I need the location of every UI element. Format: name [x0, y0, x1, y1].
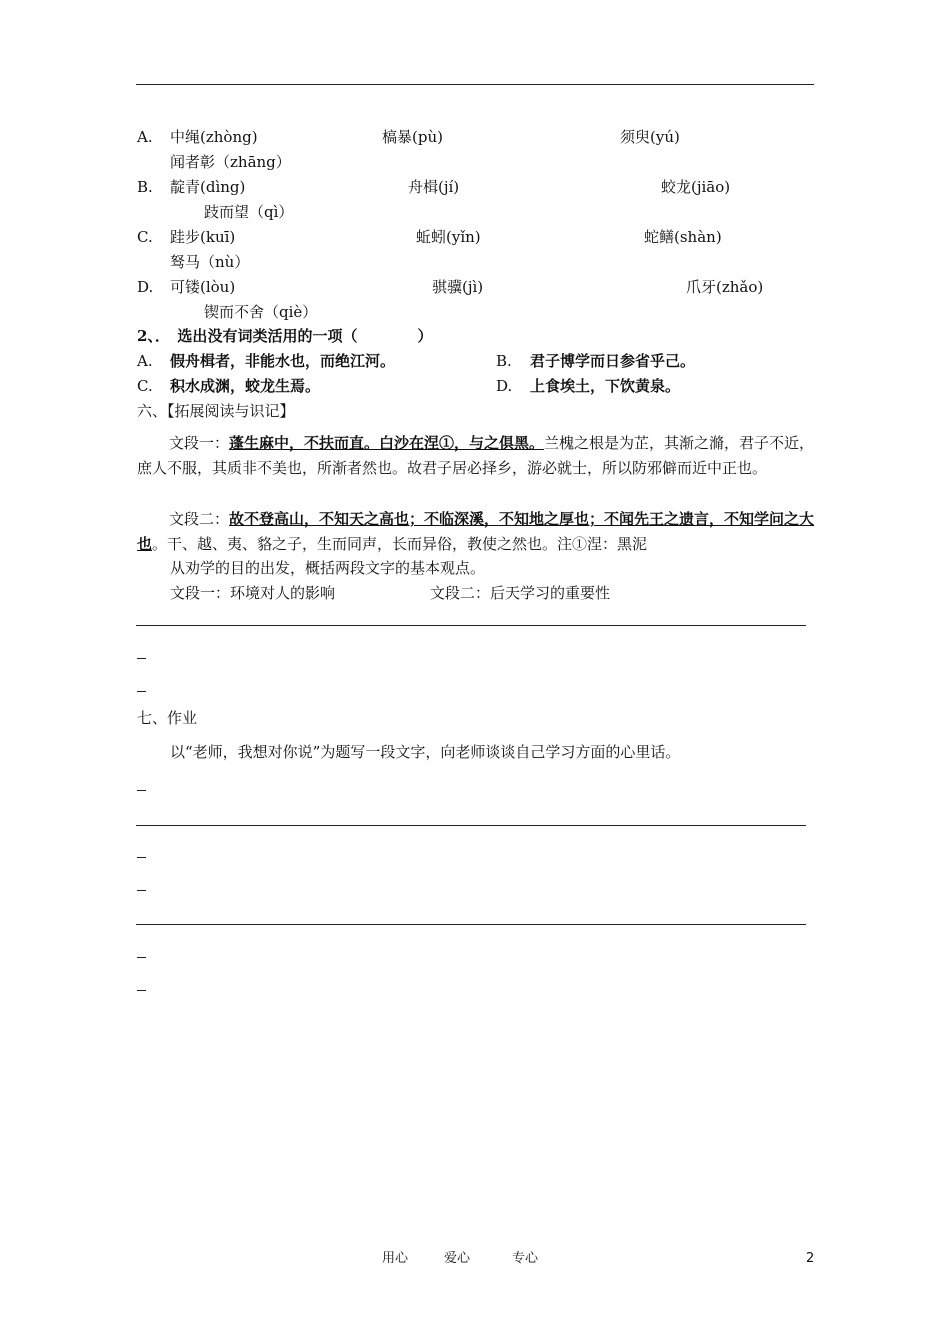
option-word: 闻者彰（zhāng） — [170, 153, 291, 171]
option-word: 靛青(dìng) — [170, 178, 246, 196]
option-letter: D. — [496, 377, 513, 395]
passage-text: 。干、越、夷、貉之子，生而同声，长而异俗，教使之然也。注①涅：黑泥 — [152, 535, 648, 553]
answer-line-stub — [137, 857, 146, 858]
passage-text: 兰槐之根是为芷，其渐之滫，君子不近，庶人不服，其质非不美也，所渐者然也。故君子居必择乡，游必就士，所以防邪僻而近中正也。 — [137, 434, 815, 477]
option-word: 爪牙(zhǎo) — [686, 278, 764, 296]
homework-prompt: 以“老师，我想对你说”为题写一段文字，向老师谈谈自己学习方面的心里话。 — [170, 743, 681, 761]
option-word: 须臾(yú) — [620, 128, 680, 146]
answer-line-stub — [137, 990, 146, 991]
section-6-question: 从劝学的目的出发，概括两段文字的基本观点。 — [170, 559, 486, 577]
option-word: 锲而不舍（qiè） — [204, 303, 318, 321]
answer-line-stub — [137, 957, 146, 958]
page-number: 2 — [806, 1251, 815, 1266]
option-text: 假舟楫者，非能水也，而绝江河。 — [170, 352, 396, 370]
footer-slogan: 专心 — [512, 1251, 539, 1266]
option-word: 驽马（nù） — [170, 253, 250, 271]
option-letter: D. — [137, 278, 154, 296]
option-word: 蛟龙(jiāo) — [661, 178, 731, 196]
passage-key-sentence: 蓬生麻中，不扶而直。白沙在涅①，与之俱黑。 — [229, 434, 545, 452]
passage-2 — [137, 507, 815, 557]
answer-passage-2: 文段二：后天学习的重要性 — [430, 584, 611, 602]
option-word: 中绳(zhòng) — [170, 128, 258, 146]
option-letter: A. — [137, 128, 153, 146]
answer-line-stub — [137, 890, 146, 891]
passage-label: 文段一： — [169, 434, 230, 452]
option-text: 上食埃土，下饮黄泉。 — [530, 377, 681, 395]
option-letter: B. — [137, 178, 153, 196]
option-letter: C. — [137, 228, 153, 246]
option-word: 蚯蚓(yǐn) — [416, 228, 481, 246]
option-word: 舟楫(jí) — [408, 178, 460, 196]
header-rule — [136, 84, 814, 85]
answer-line-stub — [137, 790, 146, 791]
q2-stem: 2、． 选出没有词类活用的一项（ ） — [137, 327, 433, 345]
option-text: 积水成渊，蛟龙生焉。 — [170, 377, 321, 395]
option-word: 槁暴(pù) — [382, 128, 443, 146]
answer-line-stub — [137, 658, 146, 659]
option-text: 君子博学而日参省乎己。 — [530, 352, 696, 370]
answer-line — [136, 625, 806, 626]
option-word: 跬步(kuī) — [170, 228, 236, 246]
option-letter: A. — [137, 352, 153, 370]
passage-label: 文段二： — [169, 510, 230, 528]
answer-line — [136, 924, 806, 925]
passage-key-sentence: 故不登高山，不知天之高也；不临深溪，不知地之厚也；不闻先王之遗言，不知学问之大也 — [137, 510, 815, 553]
option-letter: B. — [496, 352, 512, 370]
answer-passage-1: 文段一：环境对人的影响 — [170, 584, 336, 602]
section-7-heading: 七、作业 — [137, 709, 198, 727]
section-6-heading: 六、【拓展阅读与识记】 — [137, 402, 295, 420]
option-letter: C. — [137, 377, 153, 395]
footer-slogan: 用心 — [382, 1251, 409, 1266]
answer-line-stub — [137, 691, 146, 692]
answer-line — [136, 825, 806, 826]
option-word: 蛇鳝(shàn) — [644, 228, 722, 246]
option-word: 骐骥(jì) — [432, 278, 484, 296]
footer-slogan: 爱心 — [444, 1251, 471, 1266]
option-word: 跂而望（qì） — [204, 203, 294, 221]
option-word: 可镂(lòu) — [170, 278, 236, 296]
passage-1 — [137, 431, 815, 481]
